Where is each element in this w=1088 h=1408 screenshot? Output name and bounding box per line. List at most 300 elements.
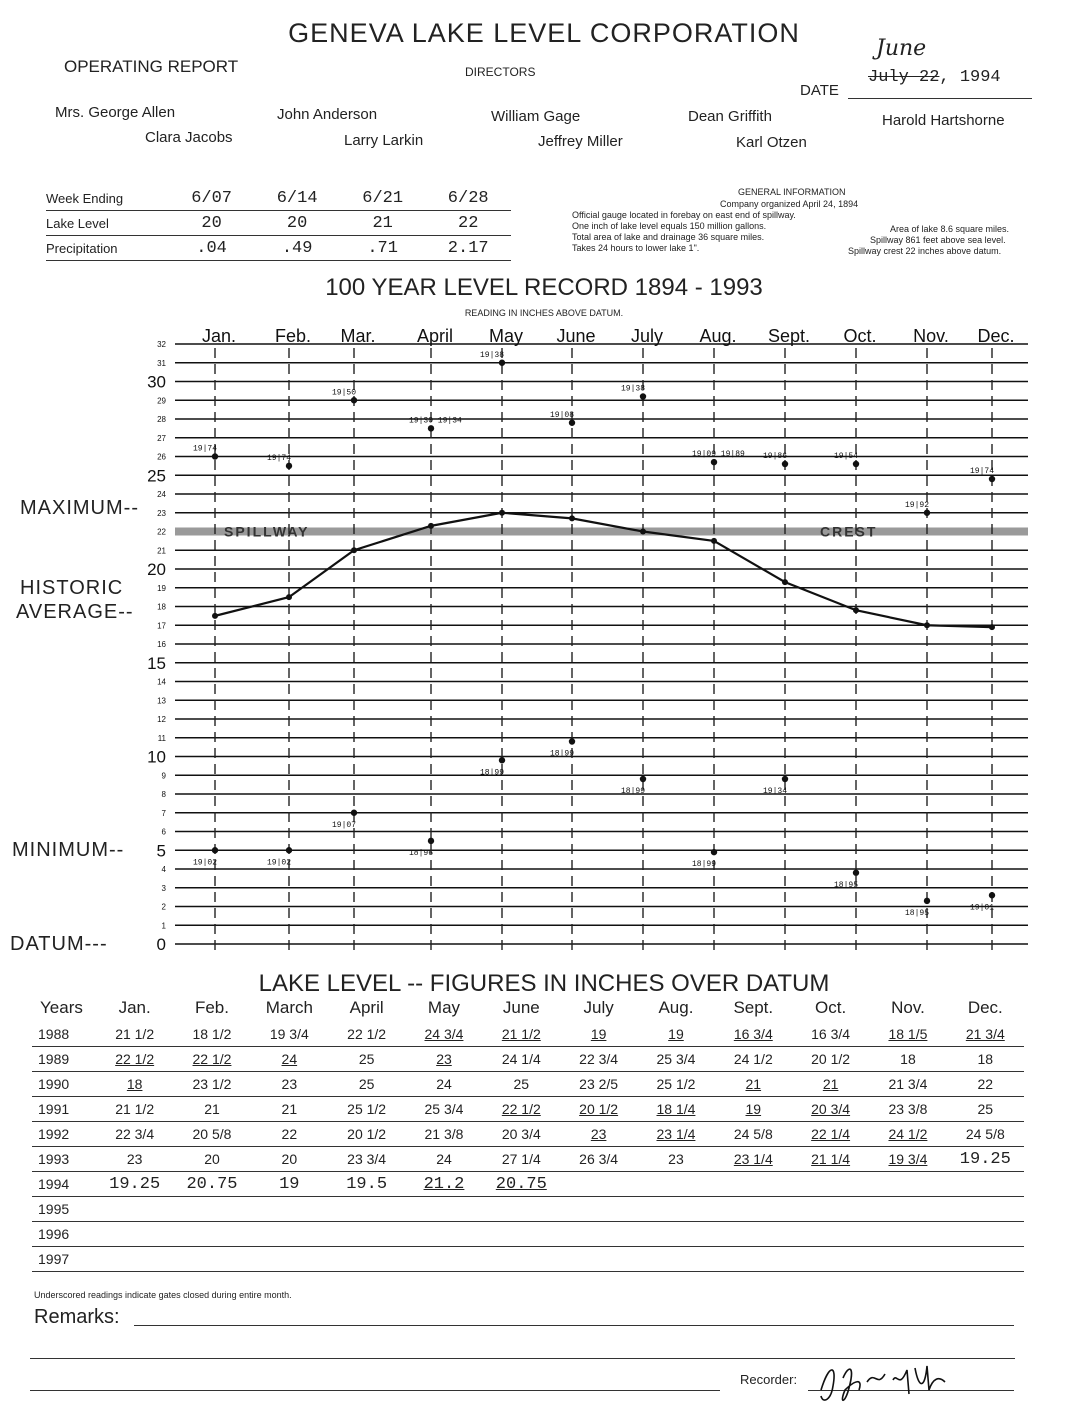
maximum-label: MAXIMUM-- bbox=[20, 497, 139, 519]
value-cell: 23 bbox=[251, 1072, 328, 1097]
week-cell: 6/28 bbox=[425, 186, 511, 211]
minimum-year-label: 18|99 bbox=[621, 787, 646, 796]
average-point bbox=[212, 613, 218, 619]
minimum-year-label: 18|99 bbox=[550, 749, 575, 759]
table-body bbox=[32, 1022, 1024, 1272]
maximum-point bbox=[989, 476, 995, 482]
minimum-year-label: 19|07 bbox=[332, 820, 357, 830]
value-cell: 25 3/4 bbox=[637, 1047, 714, 1072]
general-info-line: Area of lake 8.6 square miles. bbox=[890, 224, 1010, 234]
weekly-row-levels bbox=[46, 211, 511, 236]
maximum-point bbox=[853, 461, 859, 467]
minimum-point bbox=[711, 849, 717, 855]
value-cell: 19.25 bbox=[96, 1172, 173, 1197]
value-cell: 19 bbox=[251, 1172, 328, 1197]
historic-label: HISTORIC bbox=[20, 577, 124, 599]
column-header: Years bbox=[40, 998, 83, 1017]
spillway-label: SPILLWAY bbox=[224, 523, 310, 540]
value-cell bbox=[173, 1247, 250, 1272]
value-cell bbox=[560, 1247, 637, 1272]
value-cell: 22 1/2 bbox=[328, 1022, 405, 1047]
table-row bbox=[32, 1172, 1024, 1197]
value-cell: 22 1/2 bbox=[483, 1097, 560, 1122]
value-cell: 16 3/4 bbox=[792, 1022, 869, 1047]
remarks-line bbox=[30, 1390, 720, 1391]
y-tick-label: 20 bbox=[147, 560, 166, 579]
table-row bbox=[32, 1197, 1024, 1222]
value-cell bbox=[251, 1222, 328, 1247]
value-cell: 24 1/4 bbox=[483, 1047, 560, 1072]
remarks-line bbox=[30, 1358, 1015, 1359]
table-row bbox=[32, 1072, 1024, 1097]
maximum-year-label: 19|30 19|34 bbox=[409, 416, 462, 426]
value-cell: 23 3/8 bbox=[869, 1097, 946, 1122]
value-cell: 24 3/4 bbox=[405, 1022, 482, 1047]
maximum-year-label: 19|74 bbox=[193, 444, 218, 454]
chart-subtitle: READING IN INCHES ABOVE DATUM. bbox=[464, 308, 624, 318]
director: John Anderson bbox=[277, 106, 378, 123]
table-row bbox=[32, 1022, 1024, 1047]
level-cell: 22 bbox=[425, 211, 511, 236]
remarks-line bbox=[134, 1325, 1014, 1326]
y-tick-label: 22 bbox=[157, 527, 166, 537]
month-label: July bbox=[630, 326, 664, 346]
value-cell: 22 1/2 bbox=[173, 1047, 250, 1072]
director: Clara Jacobs bbox=[145, 129, 233, 146]
value-cell bbox=[792, 1222, 869, 1247]
value-cell: 18 1/4 bbox=[637, 1097, 714, 1122]
y-tick-label: 11 bbox=[157, 733, 166, 743]
month-label: Dec. bbox=[977, 326, 1015, 346]
month-label: Aug. bbox=[699, 326, 737, 346]
value-cell: 23 1/2 bbox=[173, 1072, 250, 1097]
value-cell: 18 bbox=[947, 1047, 1024, 1072]
month-label: Oct. bbox=[843, 326, 877, 346]
table-row bbox=[32, 1047, 1024, 1072]
value-cell: 21 bbox=[715, 1072, 792, 1097]
value-cell: 27 1/4 bbox=[483, 1147, 560, 1172]
value-cell: 22 bbox=[251, 1122, 328, 1147]
maximum-year-label: 19|38 bbox=[621, 384, 646, 394]
minimum-label: MINIMUM-- bbox=[12, 839, 125, 861]
y-tick-label: 27 bbox=[157, 433, 166, 443]
y-tick-label: 24 bbox=[157, 490, 166, 499]
value-cell: 23 1/4 bbox=[637, 1122, 714, 1147]
value-cell bbox=[560, 1172, 637, 1197]
general-info-line: Company organized April 24, 1894 bbox=[720, 199, 859, 209]
y-tick-label: 6 bbox=[161, 827, 166, 837]
column-header: June bbox=[502, 998, 540, 1017]
value-cell bbox=[560, 1222, 637, 1247]
minimum-year-label: 19|34 bbox=[763, 787, 788, 796]
year-cell: 1997 bbox=[32, 1247, 96, 1272]
column-header: Sept. bbox=[733, 998, 774, 1017]
y-tick-label: 25 bbox=[147, 466, 166, 486]
y-tick-label: 28 bbox=[157, 415, 166, 424]
value-cell: 19.5 bbox=[328, 1172, 405, 1197]
month-label: June bbox=[556, 326, 596, 346]
general-info-line: Takes 24 hours to lower lake 1". bbox=[572, 243, 700, 253]
footnote: Underscored readings indicate gates closed during entire month. bbox=[34, 1290, 292, 1300]
general-info-heading: GENERAL INFORMATION bbox=[738, 187, 846, 197]
y-tick-label: 29 bbox=[157, 396, 166, 406]
value-cell: 20 bbox=[173, 1147, 250, 1172]
value-cell bbox=[405, 1197, 482, 1222]
value-cell bbox=[792, 1247, 869, 1272]
minimum-point bbox=[853, 870, 859, 876]
table-row bbox=[32, 1147, 1024, 1172]
value-cell: 24 1/2 bbox=[869, 1122, 946, 1147]
minimum-point bbox=[428, 838, 434, 844]
value-cell: 20.75 bbox=[483, 1172, 560, 1197]
y-tick-label: 32 bbox=[157, 340, 166, 349]
y-tick-label: 23 bbox=[157, 508, 166, 518]
general-info-line: One inch of lake level equals 150 million gallons. bbox=[572, 221, 767, 231]
column-header: Dec. bbox=[967, 998, 1003, 1017]
value-cell bbox=[251, 1247, 328, 1272]
average-point bbox=[499, 510, 505, 516]
value-cell: 25 3/4 bbox=[405, 1097, 482, 1122]
average-label: AVERAGE-- bbox=[16, 601, 134, 623]
y-tick-label: 15 bbox=[147, 653, 166, 673]
y-tick-label: 19 bbox=[157, 583, 166, 593]
month-label: Mar. bbox=[340, 326, 376, 346]
column-header: July bbox=[583, 998, 614, 1017]
value-cell: 24 5/8 bbox=[715, 1122, 792, 1147]
value-cell bbox=[405, 1247, 482, 1272]
value-cell bbox=[869, 1222, 946, 1247]
value-cell: 21 3/4 bbox=[947, 1022, 1024, 1047]
date-value bbox=[868, 68, 1001, 87]
value-cell bbox=[947, 1247, 1024, 1272]
directors-label: DIRECTORS bbox=[465, 65, 536, 79]
value-cell: 19 3/4 bbox=[251, 1022, 328, 1047]
minimum-point bbox=[212, 847, 218, 853]
value-cell: 21 1/4 bbox=[792, 1147, 869, 1172]
director: Mrs. George Allen bbox=[55, 104, 176, 121]
value-cell: 20.75 bbox=[173, 1172, 250, 1197]
value-cell: 23 1/4 bbox=[715, 1147, 792, 1172]
director: Karl Otzen bbox=[736, 134, 807, 151]
crest-label: CREST bbox=[820, 523, 878, 540]
maximum-year-label: 19|38 bbox=[480, 350, 505, 360]
average-point bbox=[640, 529, 646, 535]
value-cell: 25 bbox=[947, 1097, 1024, 1122]
table-row bbox=[32, 1222, 1024, 1247]
value-cell: 24 bbox=[405, 1072, 482, 1097]
month-label: Nov. bbox=[913, 326, 949, 346]
value-cell: 21 3/8 bbox=[405, 1122, 482, 1147]
value-cell bbox=[173, 1197, 250, 1222]
minimum-point bbox=[782, 776, 788, 782]
value-cell: 22 1/2 bbox=[96, 1047, 173, 1072]
value-cell: 25 bbox=[483, 1072, 560, 1097]
y-tick-label: 2 bbox=[161, 902, 166, 912]
column-header: Aug. bbox=[658, 998, 694, 1017]
maximum-point bbox=[351, 397, 357, 403]
general-info-line: Spillway 861 feet above sea level. bbox=[870, 235, 1006, 245]
y-tick-label: 30 bbox=[147, 372, 166, 392]
value-cell: 18 bbox=[869, 1047, 946, 1072]
value-cell: 22 3/4 bbox=[96, 1122, 173, 1147]
column-header: April bbox=[349, 998, 384, 1017]
average-point bbox=[989, 624, 995, 630]
average-point bbox=[286, 594, 292, 600]
level-chart bbox=[0, 300, 1088, 960]
minimum-year-label: 19|01 bbox=[970, 903, 995, 913]
maximum-point bbox=[782, 461, 788, 467]
date-line bbox=[848, 98, 1032, 99]
value-cell: 20 bbox=[251, 1147, 328, 1172]
lake-level-label: Lake Level bbox=[46, 211, 169, 236]
company-title: GENEVA LAKE LEVEL CORPORATION bbox=[288, 18, 800, 48]
value-cell: 19.25 bbox=[947, 1147, 1024, 1172]
value-cell bbox=[792, 1197, 869, 1222]
value-cell: 19 bbox=[715, 1097, 792, 1122]
value-cell bbox=[869, 1172, 946, 1197]
minimum-year-label: 18|96 bbox=[409, 848, 434, 858]
value-cell: 23 bbox=[560, 1122, 637, 1147]
table-row bbox=[32, 1097, 1024, 1122]
maximum-year-label: 19|09 19|89 bbox=[692, 450, 745, 460]
value-cell: 18 1/5 bbox=[869, 1022, 946, 1047]
y-tick-label: 8 bbox=[161, 790, 166, 799]
minimum-point bbox=[351, 810, 357, 816]
value-cell bbox=[251, 1197, 328, 1222]
value-cell: 25 bbox=[328, 1072, 405, 1097]
maximum-year-label: 19|50 bbox=[332, 388, 357, 398]
value-cell bbox=[947, 1172, 1024, 1197]
y-tick-label: 12 bbox=[157, 715, 166, 724]
maximum-year-label: 19|08 bbox=[550, 410, 575, 420]
average-point bbox=[428, 523, 434, 529]
value-cell bbox=[328, 1197, 405, 1222]
director: Harold Hartshorne bbox=[882, 112, 1005, 129]
general-info-line: Total area of lake and drainage 36 square miles. bbox=[572, 232, 765, 242]
minimum-point bbox=[569, 738, 575, 744]
y-tick-label: 26 bbox=[157, 452, 166, 462]
average-point bbox=[782, 579, 788, 585]
value-cell: 21 bbox=[251, 1097, 328, 1122]
y-tick-label: 1 bbox=[161, 921, 166, 931]
y-tick-label: 18 bbox=[157, 602, 166, 612]
month-label: Feb. bbox=[274, 326, 312, 346]
value-cell: 25 bbox=[328, 1047, 405, 1072]
value-cell: 21 1/2 bbox=[96, 1097, 173, 1122]
minimum-year-label: 18|99 bbox=[692, 860, 717, 870]
week-cell: 6/07 bbox=[169, 186, 255, 211]
value-cell: 20 1/2 bbox=[792, 1047, 869, 1072]
precip-cell: .04 bbox=[169, 236, 255, 261]
value-cell: 21 1/2 bbox=[96, 1022, 173, 1047]
value-cell bbox=[715, 1222, 792, 1247]
value-cell bbox=[483, 1247, 560, 1272]
year-cell: 1988 bbox=[32, 1022, 96, 1047]
value-cell: 18 bbox=[96, 1072, 173, 1097]
weekly-table bbox=[46, 186, 511, 261]
value-cell bbox=[792, 1172, 869, 1197]
value-cell bbox=[173, 1222, 250, 1247]
report-label: OPERATING REPORT bbox=[64, 57, 239, 76]
value-cell bbox=[947, 1222, 1024, 1247]
level-cell: 20 bbox=[169, 211, 255, 236]
director: Larry Larkin bbox=[344, 132, 424, 149]
value-cell: 21 1/2 bbox=[483, 1022, 560, 1047]
value-cell: 20 3/4 bbox=[792, 1097, 869, 1122]
y-tick-label: 21 bbox=[157, 546, 166, 556]
average-point bbox=[853, 607, 859, 613]
y-tick-label: 3 bbox=[161, 883, 166, 893]
month-label: Sept. bbox=[767, 326, 811, 346]
value-cell bbox=[947, 1197, 1024, 1222]
table-row bbox=[32, 1122, 1024, 1147]
date-struck: July 22 bbox=[868, 68, 940, 87]
lake-level-table bbox=[32, 994, 1024, 1272]
table-header-row bbox=[32, 994, 1024, 1022]
precip-cell: 2.17 bbox=[425, 236, 511, 261]
value-cell: 20 1/2 bbox=[560, 1097, 637, 1122]
column-header: Oct. bbox=[815, 998, 847, 1017]
maximum-point bbox=[924, 510, 930, 516]
maximum-point bbox=[212, 453, 218, 459]
date-year: , 1994 bbox=[939, 68, 1001, 87]
weekly-row-weeks bbox=[46, 186, 511, 211]
value-cell bbox=[328, 1247, 405, 1272]
maximum-point bbox=[499, 360, 505, 366]
value-cell: 20 3/4 bbox=[483, 1122, 560, 1147]
value-cell bbox=[328, 1222, 405, 1247]
maximum-point bbox=[711, 459, 717, 465]
table-title: LAKE LEVEL -- FIGURES IN INCHES OVER DATUM bbox=[258, 970, 830, 997]
maximum-year-label: 19|74 bbox=[267, 453, 292, 463]
maximum-point bbox=[640, 393, 646, 399]
value-cell bbox=[96, 1222, 173, 1247]
minimum-point bbox=[924, 898, 930, 904]
date-handwritten: June bbox=[876, 36, 927, 61]
value-cell: 24 bbox=[251, 1047, 328, 1072]
value-cell: 22 1/4 bbox=[792, 1122, 869, 1147]
value-cell bbox=[637, 1222, 714, 1247]
y-tick-label: 13 bbox=[157, 696, 166, 706]
value-cell: 19 bbox=[560, 1022, 637, 1047]
value-cell bbox=[405, 1222, 482, 1247]
week-cell: 6/21 bbox=[340, 186, 426, 211]
year-cell: 1990 bbox=[32, 1072, 96, 1097]
chart-title: 100 YEAR LEVEL RECORD 1894 - 1993 bbox=[325, 274, 763, 301]
value-cell bbox=[869, 1197, 946, 1222]
director: Dean Griffith bbox=[688, 108, 772, 125]
minimum-point bbox=[499, 757, 505, 763]
value-cell: 23 bbox=[96, 1147, 173, 1172]
year-cell: 1993 bbox=[32, 1147, 96, 1172]
month-label: Jan. bbox=[201, 326, 237, 346]
y-tick-label: 16 bbox=[157, 640, 166, 649]
minimum-point bbox=[989, 892, 995, 898]
general-info-line: Official gauge located in forebay on east end of spillway. bbox=[572, 210, 796, 220]
maximum-point bbox=[286, 463, 292, 469]
week-ending-label: Week Ending bbox=[46, 186, 169, 211]
value-cell bbox=[869, 1247, 946, 1272]
average-point bbox=[711, 538, 717, 544]
value-cell: 24 1/2 bbox=[715, 1047, 792, 1072]
value-cell: 23 2/5 bbox=[560, 1072, 637, 1097]
director: William Gage bbox=[491, 108, 581, 125]
value-cell bbox=[637, 1197, 714, 1222]
level-cell: 20 bbox=[254, 211, 340, 236]
y-tick-label: 5 bbox=[156, 841, 166, 861]
year-cell: 1991 bbox=[32, 1097, 96, 1122]
general-info-line: Spillway crest 22 inches above datum. bbox=[848, 246, 1002, 256]
minimum-point bbox=[286, 847, 292, 853]
precip-cell: .71 bbox=[340, 236, 426, 261]
year-cell: 1996 bbox=[32, 1222, 96, 1247]
value-cell bbox=[96, 1247, 173, 1272]
signature bbox=[815, 1360, 955, 1406]
year-cell: 1994 bbox=[32, 1172, 96, 1197]
value-cell bbox=[483, 1197, 560, 1222]
value-cell bbox=[483, 1222, 560, 1247]
recorder-label: Recorder: bbox=[740, 1372, 798, 1387]
weekly-row-precip bbox=[46, 236, 511, 261]
y-tick-label: 4 bbox=[161, 865, 166, 874]
y-tick-label: 17 bbox=[157, 621, 166, 631]
maximum-year-label: 19|92 bbox=[905, 500, 930, 510]
value-cell: 23 bbox=[637, 1147, 714, 1172]
minimum-year-label: 18|99 bbox=[480, 768, 505, 778]
value-cell bbox=[560, 1197, 637, 1222]
value-cell: 24 bbox=[405, 1147, 482, 1172]
value-cell: 21.2 bbox=[405, 1172, 482, 1197]
minimum-point bbox=[640, 776, 646, 782]
y-tick-label: 0 bbox=[156, 935, 166, 954]
value-cell bbox=[715, 1197, 792, 1222]
value-cell bbox=[637, 1247, 714, 1272]
year-cell: 1992 bbox=[32, 1122, 96, 1147]
month-label: April bbox=[416, 326, 454, 346]
value-cell: 20 5/8 bbox=[173, 1122, 250, 1147]
value-cell: 20 1/2 bbox=[328, 1122, 405, 1147]
value-cell: 21 bbox=[792, 1072, 869, 1097]
remarks-label: Remarks: bbox=[34, 1306, 120, 1328]
maximum-year-label: 19|74 bbox=[970, 467, 995, 476]
y-tick-label: 14 bbox=[157, 677, 166, 687]
column-header: March bbox=[265, 998, 313, 1017]
value-cell: 21 bbox=[173, 1097, 250, 1122]
y-tick-label: 9 bbox=[161, 771, 166, 781]
column-header: May bbox=[427, 998, 461, 1017]
value-cell: 18 1/2 bbox=[173, 1022, 250, 1047]
precipitation-label: Precipitation bbox=[46, 236, 169, 261]
average-point bbox=[924, 622, 930, 628]
value-cell: 25 1/2 bbox=[637, 1072, 714, 1097]
minimum-year-label: 19|02 bbox=[267, 858, 292, 868]
director: Jeffrey Miller bbox=[538, 133, 623, 150]
value-cell: 22 3/4 bbox=[560, 1047, 637, 1072]
average-point bbox=[351, 547, 357, 553]
value-cell: 23 bbox=[405, 1047, 482, 1072]
value-cell: 21 3/4 bbox=[869, 1072, 946, 1097]
y-tick-label: 10 bbox=[147, 747, 166, 767]
maximum-point bbox=[428, 425, 434, 431]
minimum-year-label: 18|95 bbox=[905, 908, 930, 918]
minimum-year-label: 19|02 bbox=[193, 858, 218, 868]
datum-label: DATUM--- bbox=[10, 933, 108, 955]
value-cell: 19 bbox=[637, 1022, 714, 1047]
maximum-year-label: 19|54 bbox=[834, 452, 859, 461]
value-cell: 19 3/4 bbox=[869, 1147, 946, 1172]
maximum-point bbox=[569, 420, 575, 426]
table-row bbox=[32, 1247, 1024, 1272]
